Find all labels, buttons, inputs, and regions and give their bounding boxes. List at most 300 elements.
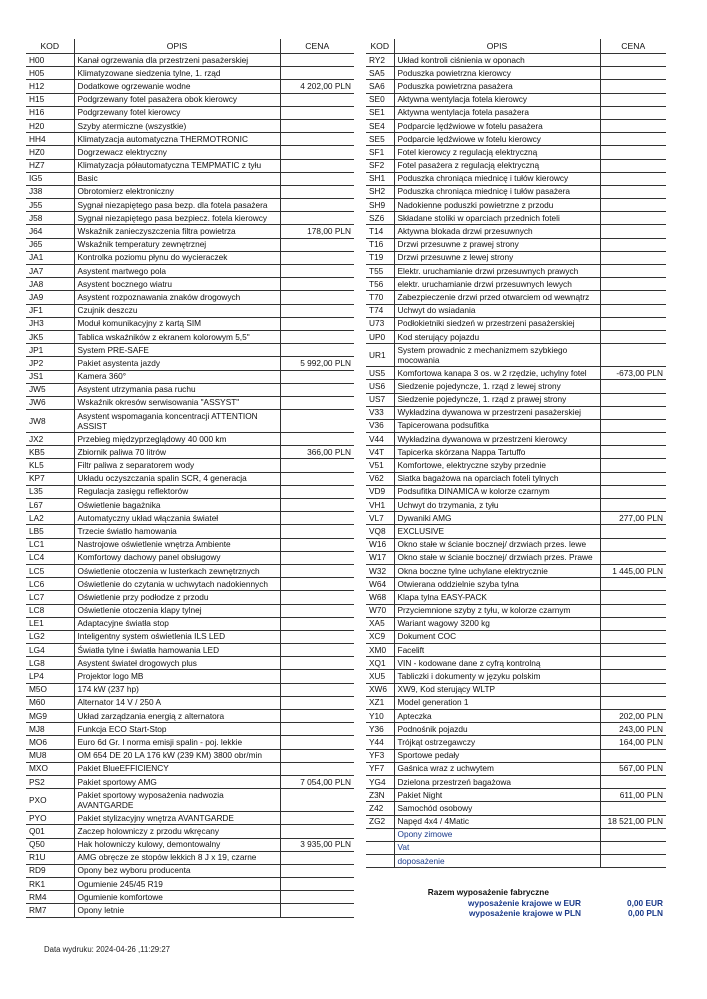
option-code: ZG2: [366, 815, 394, 828]
right-table-row: [366, 330, 666, 343]
option-price: [280, 133, 354, 146]
option-description: Facelift: [394, 644, 600, 657]
option-description: Podnośnik pojazdu: [394, 723, 600, 736]
option-price: 3 935,00 PLN: [280, 838, 354, 851]
left-table-row: [26, 146, 354, 159]
right-table-row: [366, 133, 666, 146]
option-code: LC6: [26, 578, 74, 591]
left-table-row: [26, 133, 354, 146]
option-description: Fotel pasażera z regulacją elektryczną: [394, 159, 600, 172]
option-description: Przyciemnione szyby z tyłu, w kolorze czarnym: [394, 604, 600, 617]
right-table-row: [366, 499, 666, 512]
left-table-row: [26, 789, 354, 812]
option-price: [280, 851, 354, 864]
option-price: [280, 485, 354, 498]
option-description: Składane stoliki w oparciach przednich foteli: [394, 212, 600, 225]
option-code: LC1: [26, 538, 74, 551]
option-description: Światła tylne i światła hamowania LED: [74, 644, 280, 657]
right-table-row: [366, 406, 666, 419]
option-code: MXO: [26, 762, 74, 775]
option-price: [600, 670, 666, 683]
right-table-row: [366, 789, 666, 802]
right-table-row: [366, 419, 666, 432]
option-description: 174 kW (237 hp): [74, 683, 280, 696]
option-price: 366,00 PLN: [280, 446, 354, 459]
option-price: 1 445,00 PLN: [600, 564, 666, 577]
option-price: [280, 710, 354, 723]
header-price: CENA: [600, 39, 666, 54]
option-price: [600, 472, 666, 485]
left-table-row: [26, 304, 354, 317]
right-table-row: [366, 433, 666, 446]
option-code: W64: [366, 578, 394, 591]
option-description: Moduł komunikacyjny z kartą SIM: [74, 317, 280, 330]
option-price: 567,00 PLN: [600, 762, 666, 775]
option-price: [280, 433, 354, 446]
total-pln-row: [380, 908, 663, 919]
option-description: Kontrolka poziomu płynu do wycieraczek: [74, 251, 280, 264]
option-code: US7: [366, 393, 394, 406]
option-code: V4T: [366, 446, 394, 459]
option-description: Opony letnie: [74, 904, 280, 917]
option-code: MG9: [26, 710, 74, 723]
option-price: [280, 891, 354, 904]
option-description: Wykładzina dywanowa w przestrzeni kierowcy: [394, 433, 600, 446]
option-price: [600, 330, 666, 343]
option-code: H12: [26, 80, 74, 93]
option-price: [280, 630, 354, 643]
option-description: Pakiet sportowy wyposażenia nadwozia AVANTGARDE: [74, 789, 280, 812]
right-table-row: [366, 446, 666, 459]
option-description: Obrotomierz elektroniczny: [74, 185, 280, 198]
option-price: 18 521,00 PLN: [600, 815, 666, 828]
option-price: [600, 172, 666, 185]
option-code: VQ8: [366, 525, 394, 538]
option-price: [600, 380, 666, 393]
option-description: Dywaniki AMG: [394, 512, 600, 525]
option-price: [600, 683, 666, 696]
option-description: Sygnał niezapiętego pasa bezpiecz. fotela kierowcy: [74, 212, 280, 225]
option-price: [600, 696, 666, 709]
option-code: XQ1: [366, 657, 394, 670]
left-table-row: [26, 383, 354, 396]
option-price: [280, 383, 354, 396]
right-table-row: [366, 67, 666, 80]
option-description: Trzecie światło hamowania: [74, 525, 280, 538]
right-table-row: [366, 696, 666, 709]
option-price: [280, 172, 354, 185]
option-price: [280, 878, 354, 891]
option-description: Kamera 360°: [74, 370, 280, 383]
option-description: Poduszka chroniąca miednicę i tułów pasażera: [394, 185, 600, 198]
left-table-row: [26, 644, 354, 657]
option-price: [280, 199, 354, 212]
right-table-row: [366, 119, 666, 132]
option-description: Apteczka: [394, 710, 600, 723]
option-description: Oświetlenie otoczenia w lusterkach zewnętrznych: [74, 564, 280, 577]
option-price: [280, 410, 354, 433]
left-table-row: [26, 657, 354, 670]
option-description: Elektr. uruchamianie drzwi przesuwnych prawych: [394, 265, 600, 278]
left-table-row: [26, 357, 354, 370]
option-description: Podgrzewany fotel kierowcy: [74, 106, 280, 119]
option-code: SE5: [366, 133, 394, 146]
option-price: [600, 446, 666, 459]
option-description: Klimatyzacja automatyczna THERMOTRONIC: [74, 133, 280, 146]
option-code: UR1: [366, 344, 394, 367]
option-code: UP0: [366, 330, 394, 343]
option-code: JA7: [26, 265, 74, 278]
option-description: Siedzenie pojedyncze, 1. rząd z prawej strony: [394, 393, 600, 406]
option-description: Klapa tylna EASY-PACK: [394, 591, 600, 604]
option-description: Oświetlenie przy podłodze z przodu: [74, 591, 280, 604]
option-price: [600, 393, 666, 406]
option-description: Hak holowniczy kulowy, demontowalny: [74, 838, 280, 851]
left-table-row: [26, 578, 354, 591]
option-description: Poduszka powietrzna kierowcy: [394, 67, 600, 80]
right-table-row: [366, 367, 666, 380]
option-description: Podparcie lędźwiowe w fotelu kierowcy: [394, 133, 600, 146]
option-description: Oświetlenie bagażnika: [74, 499, 280, 512]
right-table-row: [366, 578, 666, 591]
option-code: SE1: [366, 106, 394, 119]
option-price: [280, 604, 354, 617]
option-description: System prowadnic z mechanizmem szybkiego mocowania: [394, 344, 600, 367]
option-code: IG5: [26, 172, 74, 185]
option-price: [280, 93, 354, 106]
right-table-row: [366, 775, 666, 788]
option-code: VH1: [366, 499, 394, 512]
option-code: W17: [366, 551, 394, 564]
option-code: YF3: [366, 749, 394, 762]
option-code: PS2: [26, 775, 74, 788]
option-code: J55: [26, 199, 74, 212]
option-price: [280, 512, 354, 525]
option-code: JX2: [26, 433, 74, 446]
option-description: Opony zimowe: [394, 828, 600, 841]
option-description: Wskaźnik okresów serwisowania "ASSYST": [74, 396, 280, 409]
option-code: Y36: [366, 723, 394, 736]
option-code: T55: [366, 265, 394, 278]
option-price: [280, 551, 354, 564]
option-price: [600, 119, 666, 132]
left-options-table: [26, 39, 354, 918]
option-description: XW9, Kod sterujący WLTP: [394, 683, 600, 696]
option-description: Wskaźnik zanieczyszczenia filtra powietrza: [74, 225, 280, 238]
header-desc: OPIS: [74, 39, 280, 54]
option-description: Otwierana oddzielnie szyba tylna: [394, 578, 600, 591]
right-table-row: [366, 723, 666, 736]
option-price: [280, 119, 354, 132]
option-price: [600, 841, 666, 854]
right-table-row: [366, 762, 666, 775]
option-code: YG4: [366, 775, 394, 788]
option-price: [280, 825, 354, 838]
option-code: H00: [26, 54, 74, 67]
option-code: U73: [366, 317, 394, 330]
right-table-row: [366, 159, 666, 172]
option-price: [280, 736, 354, 749]
left-table-row: [26, 278, 354, 291]
header-code: KOD: [26, 39, 74, 54]
option-description: Podgrzewany fotel pasażera obok kierowcy: [74, 93, 280, 106]
option-description: Zbiornik paliwa 70 litrów: [74, 446, 280, 459]
left-table-row: [26, 617, 354, 630]
option-code: XM0: [366, 644, 394, 657]
option-code: LB5: [26, 525, 74, 538]
option-description: Układ zarządzania energią z alternatora: [74, 710, 280, 723]
left-table-row: [26, 238, 354, 251]
option-price: [280, 578, 354, 591]
option-price: [600, 106, 666, 119]
option-description: Nadokienne poduszki powietrzne z przodu: [394, 199, 600, 212]
option-price: [280, 106, 354, 119]
option-code: RD9: [26, 864, 74, 877]
option-code: L35: [26, 485, 74, 498]
option-code: R1U: [26, 851, 74, 864]
option-description: OM 654 DE 20 LA 176 kW (239 KM) 3800 obr/min: [74, 749, 280, 762]
option-code: JW5: [26, 383, 74, 396]
right-table-row: [366, 291, 666, 304]
right-table-row: [366, 525, 666, 538]
right-table-row: [366, 604, 666, 617]
option-description: Adaptacyjne światła stop: [74, 617, 280, 630]
option-price: [280, 278, 354, 291]
option-description: Układ kontroli ciśnienia w oponach: [394, 54, 600, 67]
option-description: Ogumienie 245/45 R19: [74, 878, 280, 891]
option-description: Wariant wagowy 3200 kg: [394, 617, 600, 630]
option-price: [280, 564, 354, 577]
option-price: [600, 304, 666, 317]
option-description: Kanał ogrzewania dla przestrzeni pasażerskiej: [74, 54, 280, 67]
option-price: [280, 538, 354, 551]
total-eur-label: wyposażenie krajowe w EUR: [468, 897, 581, 908]
option-code: M5O: [26, 683, 74, 696]
option-description: Asystent wspomagania koncentracji ATTENTION ASSIST: [74, 410, 280, 433]
option-code: YF7: [366, 762, 394, 775]
right-table-row: [366, 736, 666, 749]
left-table-row: [26, 512, 354, 525]
option-price: [600, 775, 666, 788]
right-table-row: [366, 591, 666, 604]
option-price: [280, 789, 354, 812]
option-description: Tapicerowana podsufitka: [394, 419, 600, 432]
option-code: XA5: [366, 617, 394, 630]
option-code: Z3N: [366, 789, 394, 802]
right-table-row: [366, 185, 666, 198]
left-table-row: [26, 251, 354, 264]
option-code: XC9: [366, 630, 394, 643]
left-table-row: [26, 878, 354, 891]
left-table-row: [26, 591, 354, 604]
option-description: Komfortowy dachowy panel obsługowy: [74, 551, 280, 564]
option-description: Alternator 14 V / 250 A: [74, 696, 280, 709]
option-price: [280, 683, 354, 696]
option-code: VL7: [366, 512, 394, 525]
right-table-row: [366, 657, 666, 670]
option-price: [600, 433, 666, 446]
option-code: SE0: [366, 93, 394, 106]
option-price: [280, 396, 354, 409]
option-code: HH4: [26, 133, 74, 146]
left-table-row: [26, 265, 354, 278]
option-code: W70: [366, 604, 394, 617]
option-price: [280, 370, 354, 383]
option-price: [280, 317, 354, 330]
right-table-row: [366, 683, 666, 696]
option-price: 7 054,00 PLN: [280, 775, 354, 788]
option-price: [600, 146, 666, 159]
left-table-row: [26, 317, 354, 330]
option-description: Kod sterujący pojazdu: [394, 330, 600, 343]
option-description: Opony bez wyboru producenta: [74, 864, 280, 877]
option-price: [600, 578, 666, 591]
option-price: [600, 749, 666, 762]
option-price: [280, 644, 354, 657]
option-price: [600, 485, 666, 498]
option-description: Funkcja ECO Start-Stop: [74, 723, 280, 736]
total-factory-row: [380, 887, 663, 898]
option-code: RY2: [366, 54, 394, 67]
option-description: Siedzenie pojedyncze, 1. rząd z lewej strony: [394, 380, 600, 393]
option-description: Tablica wskaźników z ekranem kolorowym 5,5": [74, 330, 280, 343]
option-code: KL5: [26, 459, 74, 472]
right-table-row: [366, 538, 666, 551]
right-table-row: [366, 317, 666, 330]
right-table-row: [366, 828, 666, 841]
option-price: 164,00 PLN: [600, 736, 666, 749]
left-table-row: [26, 749, 354, 762]
left-table-row: [26, 630, 354, 643]
total-pln-value: 0,00 PLN: [627, 908, 663, 918]
option-code: SH9: [366, 199, 394, 212]
option-code: [366, 841, 394, 854]
option-code: Q01: [26, 825, 74, 838]
right-table-row: [366, 93, 666, 106]
option-price: [600, 225, 666, 238]
option-code: HZ7: [26, 159, 74, 172]
option-code: T74: [366, 304, 394, 317]
option-description: Nastrojowe oświetlenie wnętrza Ambiente: [74, 538, 280, 551]
left-table-row: [26, 212, 354, 225]
option-code: SH2: [366, 185, 394, 198]
option-price: [600, 419, 666, 432]
option-price: [280, 723, 354, 736]
option-price: 202,00 PLN: [600, 710, 666, 723]
option-description: Dzielona przestrzeń bagażowa: [394, 775, 600, 788]
option-description: Basic: [74, 172, 280, 185]
total-eur-row: [380, 898, 663, 909]
option-code: SF1: [366, 146, 394, 159]
option-description: Asystent rozpoznawania znaków drogowych: [74, 291, 280, 304]
left-table-row: [26, 291, 354, 304]
option-description: Vat: [394, 841, 600, 854]
right-table-row: [366, 617, 666, 630]
right-table-row: [366, 172, 666, 185]
option-price: [280, 472, 354, 485]
option-description: Samochód osobowy: [394, 802, 600, 815]
left-table-row: [26, 159, 354, 172]
option-code: SH1: [366, 172, 394, 185]
option-price: [600, 644, 666, 657]
option-description: Drzwi przesuwne z prawej strony: [394, 238, 600, 251]
left-table-row: [26, 446, 354, 459]
option-code: US6: [366, 380, 394, 393]
option-description: Uchwyt do wsiadania: [394, 304, 600, 317]
option-description: Dodatkowe ogrzewanie wodne: [74, 80, 280, 93]
option-code: V33: [366, 406, 394, 419]
right-table-row: [366, 630, 666, 643]
left-table-row: [26, 106, 354, 119]
option-price: [280, 864, 354, 877]
right-table-row: [366, 670, 666, 683]
option-description: Pakiet BlueEFFICIENCY: [74, 762, 280, 775]
print-date: Data wydruku: 2024-04-26 ,11:29:27: [44, 945, 170, 954]
left-table-row: [26, 564, 354, 577]
option-code: J38: [26, 185, 74, 198]
option-price: [280, 670, 354, 683]
option-code: VD9: [366, 485, 394, 498]
option-description: Filtr paliwa z separatorem wody: [74, 459, 280, 472]
left-table-row: [26, 851, 354, 864]
option-description: Tapicerka skórzana Nappa Tartuffo: [394, 446, 600, 459]
option-description: Asystent świateł drogowych plus: [74, 657, 280, 670]
option-code: T19: [366, 251, 394, 264]
option-price: [600, 344, 666, 367]
option-description: Pakiet sportowy AMG: [74, 775, 280, 788]
option-code: JH3: [26, 317, 74, 330]
option-price: [600, 278, 666, 291]
option-price: [600, 67, 666, 80]
option-price: [280, 159, 354, 172]
option-code: JK5: [26, 330, 74, 343]
right-table-row: [366, 212, 666, 225]
option-description: Pakiet asystenta jazdy: [74, 357, 280, 370]
left-table-row: [26, 723, 354, 736]
option-code: LC5: [26, 564, 74, 577]
option-code: LC7: [26, 591, 74, 604]
option-code: RM7: [26, 904, 74, 917]
option-description: Euro 6d Gr. I norma emisji spalin - poj. lekkie: [74, 736, 280, 749]
option-price: [600, 159, 666, 172]
option-price: [600, 238, 666, 251]
option-code: LG4: [26, 644, 74, 657]
option-code: J64: [26, 225, 74, 238]
option-price: [600, 212, 666, 225]
option-description: Szyby atermiczne (wszystkie): [74, 119, 280, 132]
right-table-row: [366, 459, 666, 472]
option-code: JA8: [26, 278, 74, 291]
option-price: [280, 499, 354, 512]
right-table-row: [366, 380, 666, 393]
option-description: Zaczep holowniczy z przodu wkręcany: [74, 825, 280, 838]
option-price: [600, 54, 666, 67]
left-table-row: [26, 67, 354, 80]
right-table-row: [366, 802, 666, 815]
left-table-row: [26, 696, 354, 709]
option-code: LA2: [26, 512, 74, 525]
option-description: Poduszka powietrzna pasażera: [394, 80, 600, 93]
option-description: Fotel kierowcy z regulacją elektryczną: [394, 146, 600, 159]
left-table-row: [26, 54, 354, 67]
right-table-row: [366, 644, 666, 657]
right-table-row: [366, 265, 666, 278]
option-code: W32: [366, 564, 394, 577]
option-price: [600, 251, 666, 264]
option-code: [366, 855, 394, 868]
left-table-row: [26, 433, 354, 446]
header-code: KOD: [366, 39, 394, 54]
